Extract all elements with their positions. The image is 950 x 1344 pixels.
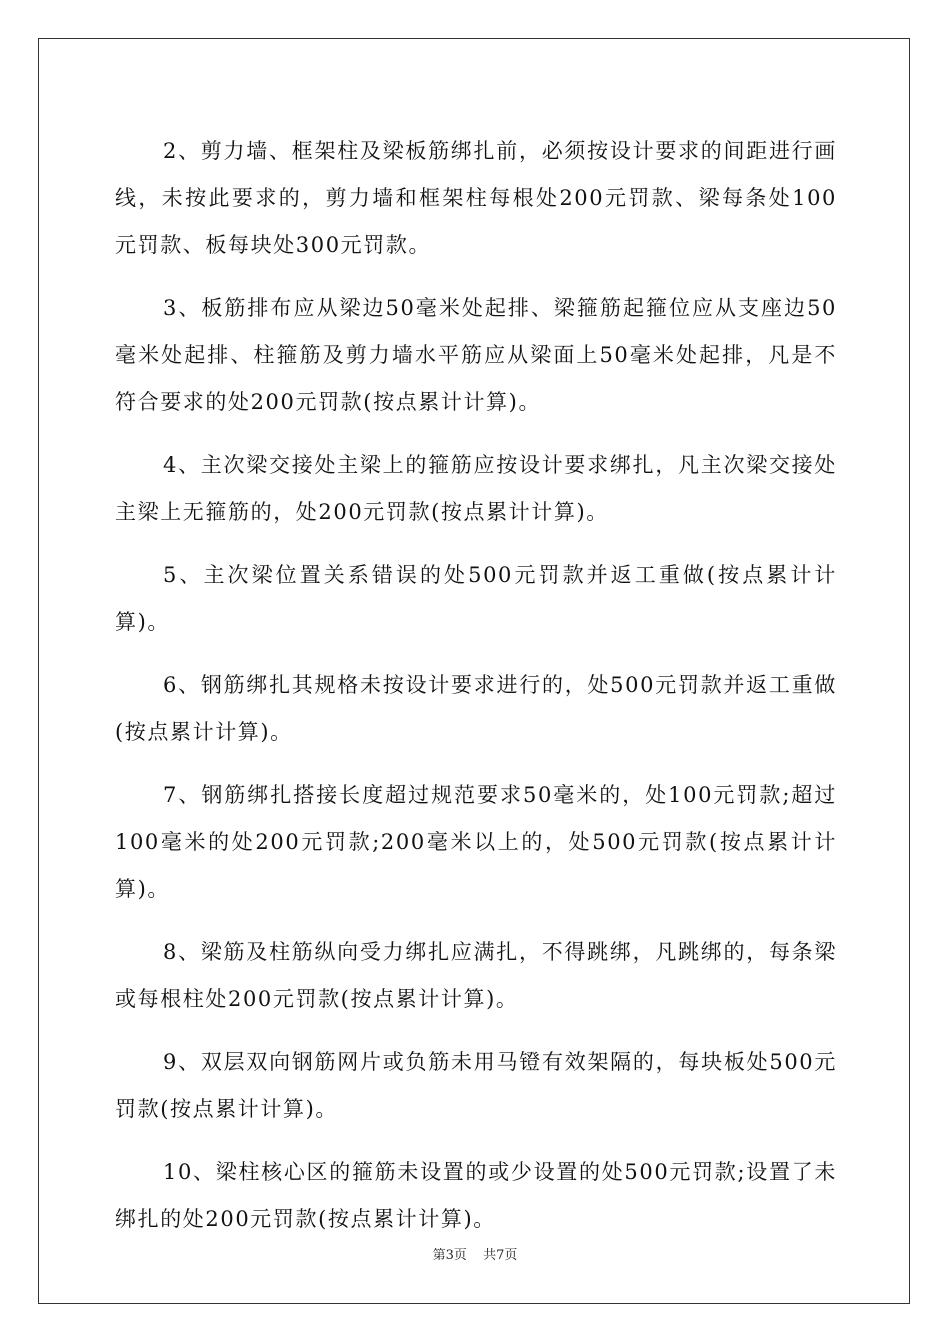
paragraph-item-3: 3、板筋排布应从梁边50毫米处起排、梁箍筋起箍位应从支座边50毫米处起排、柱箍筋及剪力墙水平筋应从梁面上50毫米处起排，凡是不符合要求的处200元罚款(按点累计计算)。 bbox=[115, 296, 837, 414]
paragraph-item-4: 4、主次梁交接处主梁上的箍筋应按设计要求绑扎，凡主次梁交接处主梁上无箍筋的，处200元罚款(按点累计计算)。 bbox=[115, 453, 837, 524]
paragraph-item-5: 5、主次梁位置关系错误的处500元罚款并返工重做(按点累计计算)。 bbox=[115, 563, 837, 634]
page-footer bbox=[0, 1244, 950, 1263]
page-number-current: 第3页 bbox=[432, 1248, 467, 1263]
document-body bbox=[115, 128, 837, 1259]
paragraph-item-10: 10、梁柱核心区的箍筋未设置的或少设置的处500元罚款;设置了未绑扎的处200元罚款(按点累计计算)。 bbox=[115, 1160, 837, 1231]
paragraph-item-2: 2、剪力墙、框架柱及梁板筋绑扎前，必须按设计要求的间距进行画线，未按此要求的，剪力墙和框架柱每根处200元罚款、梁每条处100元罚款、板每块处300元罚款。 bbox=[115, 139, 837, 257]
paragraph-item-7: 7、钢筋绑扎搭接长度超过规范要求50毫米的，处100元罚款;超过100毫米的处200元罚款;200毫米以上的，处500元罚款(按点累计计算)。 bbox=[115, 783, 837, 901]
paragraph-item-9: 9、双层双向钢筋网片或负筋未用马镫有效架隔的，每块板处500元罚款(按点累计计算)。 bbox=[115, 1050, 837, 1121]
page-number-total: 共7页 bbox=[483, 1248, 518, 1263]
paragraph-item-6: 6、钢筋绑扎其规格未按设计要求进行的，处500元罚款并返工重做(按点累计计算)。 bbox=[115, 673, 837, 744]
paragraph-item-8: 8、梁筋及柱筋纵向受力绑扎应满扎，不得跳绑，凡跳绑的，每条梁或每根柱处200元罚款(按点累计计算)。 bbox=[115, 940, 837, 1011]
